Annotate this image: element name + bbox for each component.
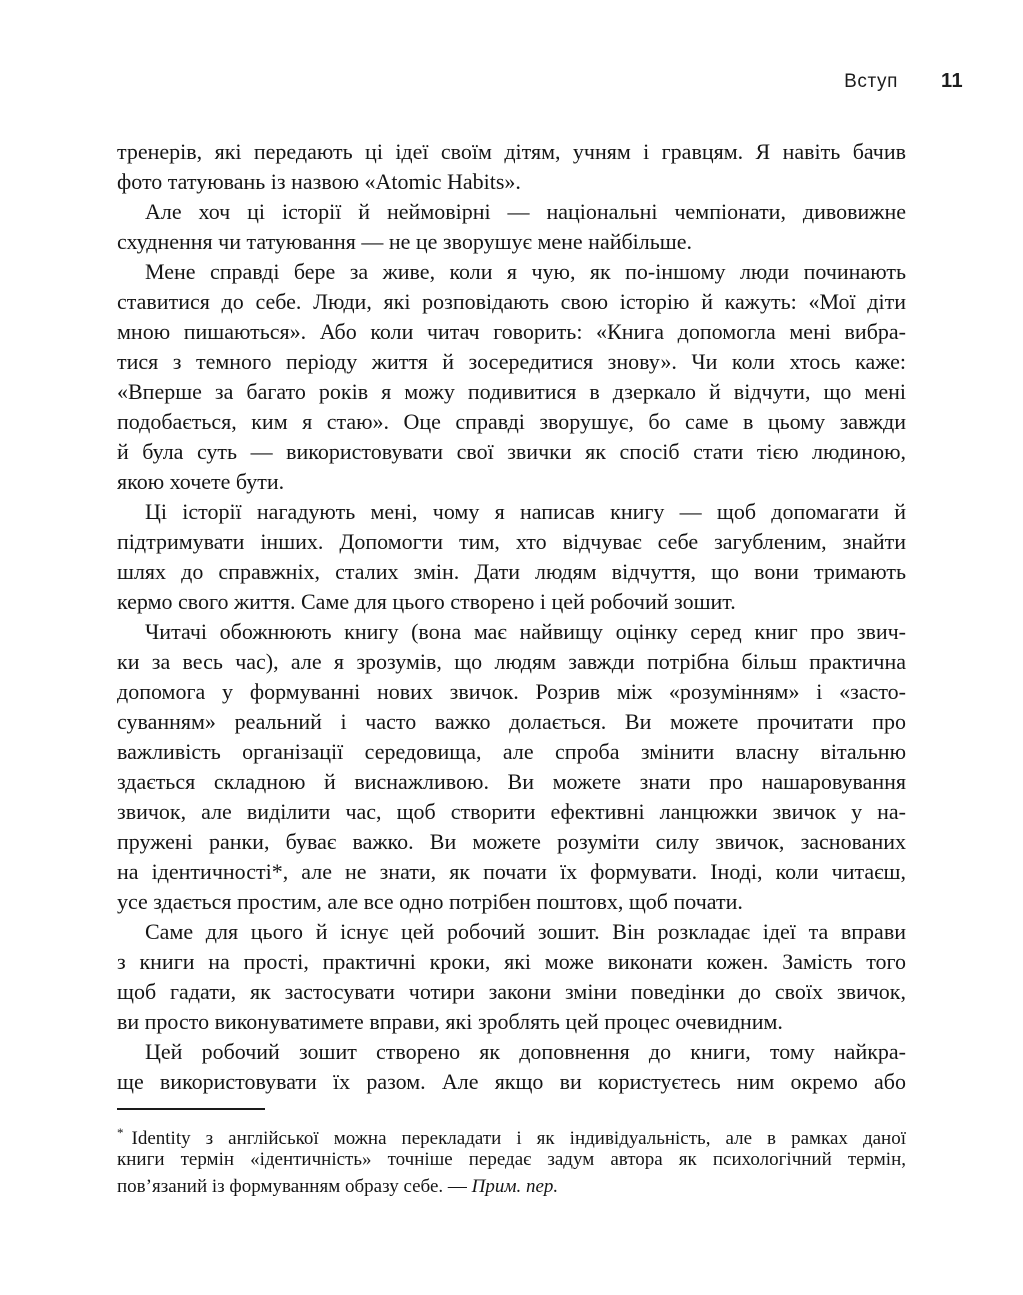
text-line: Цей робочий зошит створено як доповнення до книги, тому найкра- [145, 1039, 906, 1064]
text-line: Саме для цього й існує цей робочий зошит. Він розкладає ідеї та вправи [145, 919, 906, 944]
text-line: щоб гадати, як застосувати чотири закони зміни поведінки до своїх звичок, [117, 979, 906, 1004]
text-line: шлях до справжніх, сталих змін. Дати людям відчуття, що вони тримають [117, 559, 906, 584]
footnote-divider [117, 1108, 265, 1110]
text-line: звичок, але виділити час, щоб створити ефективні ланцюжки звичок у на- [117, 799, 906, 824]
text-line: кермо свого життя. Саме для цього створено і цей робочий зошит. [117, 589, 736, 614]
footnote-text: Identity з англійської можна перекладати і як індивідуальність, але в рамках даної [131, 1128, 906, 1149]
text-line: здається складною й виснажливою. Ви можете знати про нашаровування [117, 769, 906, 794]
text-line: тися з темного періоду життя й зосередитися знову». Чи коли хтось каже: [117, 349, 906, 374]
text-line: важливість організації середовища, але спроба змінити власну вітальню [117, 739, 906, 764]
text-line: підтримувати інших. Допомогти тим, хто відчуває себе загубленим, знайти [117, 529, 906, 554]
footnote [117, 1108, 906, 1200]
text-line: Мене справді бере за живе, коли я чую, як по-іншому люди починають [145, 259, 906, 284]
footnote-text: пов’язаний із формуванням образу себе. — [117, 1176, 472, 1197]
text-line: фото татуювань із назвою «Atomic Habits». [117, 169, 521, 194]
text-line: подобається, ким я стаю». Оце справді зворушує, бо саме в цьому завжди [117, 409, 906, 434]
footnote-line [117, 1146, 906, 1173]
text-line: мною пишаються». Або коли читач говорить: «Книга допомогла мені вибра- [117, 319, 906, 344]
text-line: схуднення чи татуювання — не це зворушує мене найбільше. [117, 229, 693, 254]
text-line: ще використовувати їх разом. Але якщо ви користуєтесь ним окремо або [117, 1069, 906, 1094]
text-line: ви просто виконуватимете вправи, які зроблять цей процес очевидним. [117, 1009, 783, 1034]
text-line: й була суть — використовувати свої звички як спосіб стати тією людиною, [117, 439, 906, 464]
footnote-line [117, 1119, 906, 1149]
text-line: суванням» реальний і часто важко долається. Ви можете прочитати про [117, 709, 906, 734]
text-line: усе здається простим, але все одно потрібен поштовх, щоб почати. [117, 889, 743, 914]
body-text [117, 137, 906, 1097]
footnote-line [117, 1173, 906, 1200]
text-line: з книги на прості, практичні кроки, які може виконати кожен. Замість того [117, 949, 906, 974]
footnote-translator-note: Прим. пер. [471, 1176, 559, 1197]
text-line: ставитися до себе. Люди, які розповідають свою історію й кажуть: «Мої діти [117, 289, 906, 314]
footnote-text: книги термін «ідентичність» точніше передає задум автора як психологічний термін, [117, 1149, 906, 1170]
text-line: на ідентичності*, але не знати, як почати їх формувати. Іноді, коли читаєш, [117, 859, 906, 884]
text-line: тренерів, які передають ці ідеї своїм дітям, учням і гравцям. Я навіть бачив [117, 139, 906, 164]
page-number: 11 [941, 70, 963, 92]
text-line: Читачі обожнюють книгу (вона має найвищу оцінку серед книг про звич- [145, 619, 906, 644]
chapter-title: Вступ [844, 71, 899, 92]
text-line: якою хочете бути. [117, 469, 285, 494]
text-line: Ці історії нагадують мені, чому я написав книгу — щоб допомагати й [145, 499, 906, 524]
text-line: Але хоч ці історії й неймовірні — національні чемпіонати, дивовижне [145, 199, 906, 224]
text-line: ки за весь час), але я зрозумів, що людям завжди потрібна більш практична [117, 649, 906, 674]
text-line: пружені ранки, буває важко. Ви можете розуміти силу звичок, заснованих [117, 829, 906, 854]
footnote-marker: * [117, 1125, 124, 1140]
text-line: «Вперше за багато років я можу подивитися в дзеркало й відчути, що мені [117, 379, 906, 404]
page-header [844, 70, 963, 93]
text-line: допомога у формуванні нових звичок. Розрив між «розумінням» і «засто- [117, 679, 906, 704]
text-block [117, 137, 906, 1200]
